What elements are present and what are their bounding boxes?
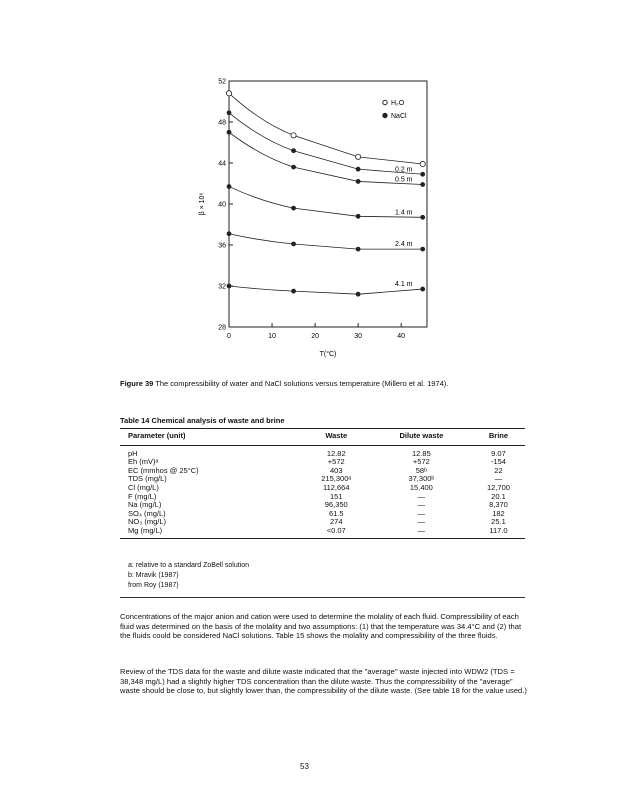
table-bottom-rule — [120, 597, 525, 598]
table-cell: 22 — [494, 465, 503, 475]
data-point — [421, 183, 425, 187]
data-point — [356, 167, 360, 171]
table-notes — [128, 561, 249, 591]
table-cell: 96,350 — [324, 500, 348, 510]
data-point — [421, 215, 425, 219]
table-cell: 215,300ᵃ — [321, 474, 352, 484]
series-label: 4.1 m — [395, 281, 413, 289]
x-axis-label: T(°C) — [319, 351, 337, 358]
legend-marker — [383, 113, 387, 117]
table-cell: 274 — [329, 517, 343, 527]
x-tick-label: 30 — [354, 333, 363, 340]
data-point — [227, 284, 231, 288]
data-point — [292, 242, 296, 246]
data-point — [420, 161, 425, 166]
table-cell: 12.85 — [411, 448, 431, 458]
page-number: 53 — [300, 762, 309, 771]
table-row — [120, 501, 525, 510]
table-cell: — — [494, 474, 503, 484]
data-point — [291, 133, 296, 138]
series-label: 2.4 m — [395, 241, 413, 249]
data-point — [356, 214, 360, 218]
table-cell: 112,664 — [322, 482, 350, 492]
table-cell: 25.1 — [491, 517, 506, 527]
data-point — [226, 91, 231, 96]
data-point — [227, 232, 231, 236]
table-row — [120, 527, 525, 538]
table-cell: 403 — [329, 465, 343, 475]
table-cell: 12.82 — [326, 448, 346, 458]
paragraph-1: Concentrations of the major anion and cation were used to determine the molality of each fluid. Compressibility of each fluid was determined on the basis of the molality and two assumptions: (1) that the temperature was 34.4°C and (2) that the fluids could be considered NaCl solutions. Table 15 shows the molality and compressibility of the three fluids. — [120, 612, 522, 641]
series-line — [229, 132, 423, 184]
table-cell: <0.07 — [302, 527, 371, 538]
legend-marker — [383, 100, 387, 104]
series-label: 0.2 m — [395, 166, 413, 174]
series-label: 1.4 m — [395, 209, 413, 217]
table-cell: — — [417, 517, 426, 527]
paragraph-2: Review of the TDS data for the waste and dilute waste indicated that the "average" waste injected into WDW2 (TDS = 38,348 mg/L) had a slightly higher TDS concentration than the dilute waste. Thus the compressibility of the "average" waste should be close to, but slightly lower than, the compressibility of the dilute waste. (See table 18 for the value used.) — [120, 667, 527, 696]
table-cell: SO₄ (mg/L) — [128, 508, 166, 518]
series-line — [229, 234, 423, 249]
y-tick-label: 44 — [218, 160, 226, 168]
series-line — [229, 113, 423, 174]
table-cell: +572 — [327, 457, 345, 467]
table-cell: Na (mg/L) — [128, 500, 162, 510]
figure-label: Figure 39 — [120, 379, 154, 388]
column-header: Brine — [472, 429, 525, 446]
table-cell: -154 — [490, 457, 506, 467]
data-point — [227, 185, 231, 189]
table-cell: pH — [128, 448, 138, 458]
y-tick-label: 40 — [218, 201, 226, 209]
legend-label: H₂O — [391, 100, 405, 107]
table-cell: 12,700 — [486, 482, 510, 492]
series-line — [229, 286, 423, 294]
table-row — [120, 484, 525, 493]
table-cell: TDS (mg/L) — [128, 474, 167, 484]
x-tick-label: 10 — [268, 333, 276, 340]
table-cell: 37,300ᵇ — [408, 474, 435, 484]
legend-label: NaCl — [391, 113, 407, 120]
data-point — [421, 172, 425, 176]
table-cell: 117.0 — [472, 527, 525, 538]
series-line — [229, 187, 423, 218]
chemical-analysis-table — [120, 428, 525, 539]
table-cell: — — [417, 500, 426, 510]
column-header: Dilute waste — [371, 429, 472, 446]
figure-caption — [120, 379, 448, 388]
data-point — [292, 165, 296, 169]
data-point — [421, 247, 425, 251]
data-point — [292, 149, 296, 153]
table-cell: 20.1 — [491, 491, 506, 501]
x-tick-label: 40 — [397, 333, 406, 340]
table-cell: +572 — [412, 457, 430, 467]
table-cell: 9.07 — [491, 448, 506, 458]
data-point — [292, 206, 296, 210]
data-point — [292, 289, 296, 293]
figure-caption-text: The compressibility of water and NaCl solutions versus temperature (Millero et al. 1974). — [155, 379, 449, 388]
y-tick-label: 52 — [218, 78, 226, 86]
table-note: from Roy (1987) — [128, 582, 179, 589]
x-tick-label: 20 — [311, 333, 319, 340]
table-title: Table 14 Chemical analysis of waste and brine — [120, 416, 285, 425]
column-header: Waste — [302, 429, 371, 446]
table-cell: F (mg/L) — [128, 491, 157, 501]
table-cell: Mg (mg/L) — [120, 527, 302, 538]
data-point — [227, 130, 231, 134]
table-cell: Cl (mg/L) — [128, 482, 159, 492]
data-point — [421, 287, 425, 291]
table-cell: 182 — [492, 508, 505, 518]
table-cell: — — [417, 491, 426, 501]
data-point — [356, 292, 360, 296]
column-header: Parameter (unit) — [120, 429, 302, 446]
compressibility-chart — [190, 70, 450, 370]
table-note: a: relative to a standard ZoBell solution — [128, 562, 250, 569]
data-point — [356, 247, 360, 251]
x-tick-label: 0 — [227, 333, 231, 340]
table-note: b: Mravik (1987) — [128, 572, 179, 579]
data-point — [356, 154, 361, 159]
y-tick-label: 36 — [218, 242, 226, 250]
series-label: 0.5 m — [395, 176, 413, 184]
data-point — [356, 179, 360, 183]
table-cell: — — [417, 508, 426, 518]
data-point — [227, 111, 231, 115]
table-cell: 58ᵇ — [415, 465, 427, 475]
table-cell: NO₃ (mg/L) — [128, 517, 167, 527]
y-tick-label: 28 — [218, 324, 226, 332]
table-row — [120, 493, 525, 502]
table-cell: Eh (mV)ᵃ — [128, 457, 159, 467]
table-cell: 151 — [329, 491, 343, 501]
table-cell: 15,400 — [409, 482, 433, 492]
y-axis-label: β × 10⁶ — [199, 192, 206, 216]
table-row — [120, 510, 525, 519]
table-cell: 61.5 — [328, 508, 344, 518]
y-tick-label: 32 — [218, 283, 226, 291]
table-row — [120, 518, 525, 527]
table-row — [120, 445, 525, 458]
table-cell: 8,370 — [489, 500, 508, 510]
table-cell: EC (mmhos @ 25°C) — [128, 465, 199, 475]
y-tick-label: 48 — [218, 119, 226, 127]
table-cell: — — [371, 527, 472, 538]
